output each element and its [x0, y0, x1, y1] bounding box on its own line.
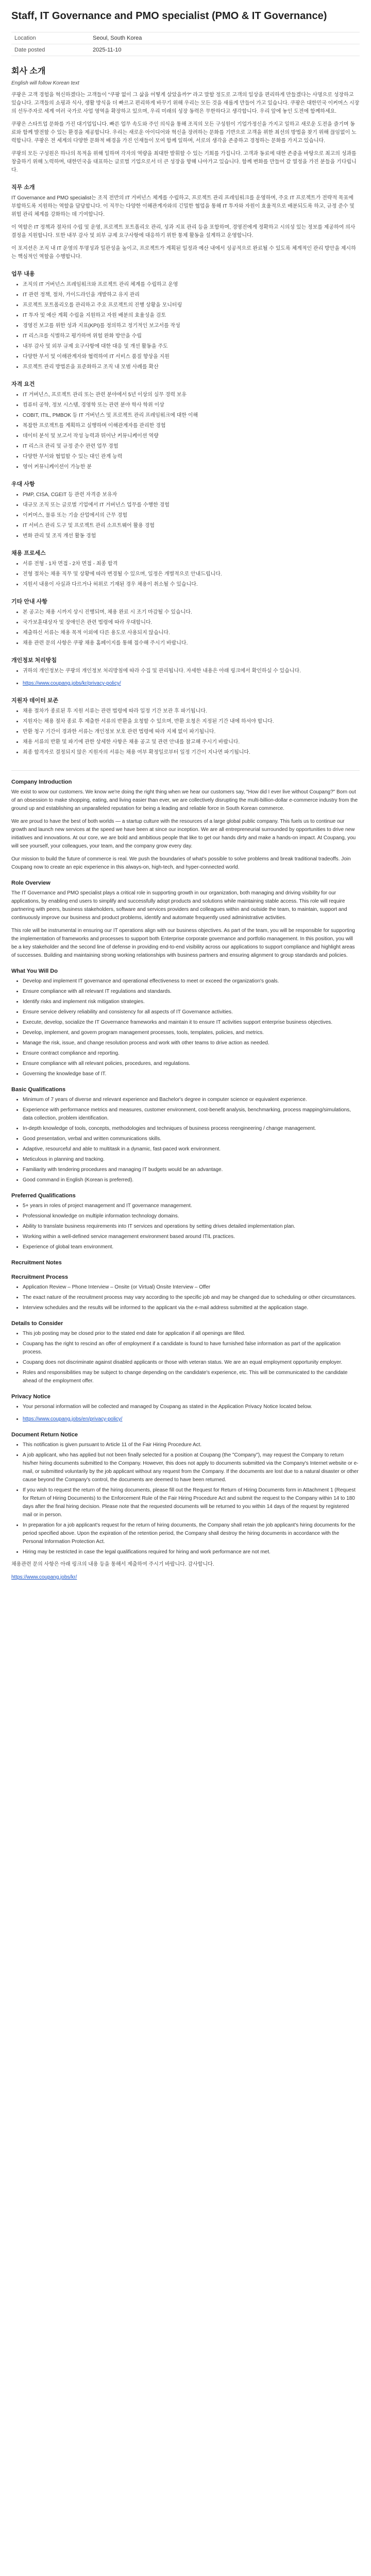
- kr-process-list: [11, 560, 360, 589]
- kr-qual-title: 자격 요건: [11, 381, 35, 387]
- en-privacy-link[interactable]: https://www.coupang.jobs/en/privacy-policy/: [23, 1416, 123, 1422]
- list-item: • 전형 절차는 채용 직무 및 상황에 따라 변경될 수 있으며, 일정은 개별적으로 안내드립니다.: [23, 570, 360, 579]
- list-item: • 영어 커뮤니케이션이 가능한 분: [23, 463, 360, 471]
- list-item: • 제출하신 서류는 채용 목적 이외에 다른 용도로 사용되지 않습니다.: [23, 629, 360, 637]
- korean-section: [11, 64, 360, 757]
- list-item: • IT 거버넌스, 프로젝트 관리 또는 관련 분야에서 5년 이상의 실무 경력 보유: [23, 391, 360, 399]
- korean-heading: 회사 소개: [11, 67, 46, 76]
- en-privacy-link-list: [11, 1415, 360, 1423]
- list-item: • Meticulous in planning and tracking.: [23, 1156, 360, 1164]
- en-privacy-list: [11, 1403, 360, 1411]
- list-item: • 최종 합격자로 결정되지 않은 지원자의 서류는 채용 여부 확정일로부터 일정 기간이 지나면 파기됩니다.: [23, 749, 360, 757]
- list-item: • Good presentation, verbal and written communications skills.: [23, 1135, 360, 1143]
- paragraph: This role will be instrumental in ensuring our IT operations align with our business objectives. As part of the team, you will be responsible for supporting the implementation of frameworks and processes to support both Enterprise corporate governance and portfolio management. In this position, you will be a key stakeholder and the second line of defense in providing end-to-end visibility across our applications to support compliance and highlight areas of successes. Building and maintaining strong working relationships with business partners and ensuring alignment to group standards and policies.: [11, 928, 355, 958]
- paragraph: 쿠팡은 스타트업 문화를 가진 대기업입니다. 빠른 업무 속도와 주인 의식을 통해 조직의 모든 구성원이 기업가정신을 가지고 일하고 새로운 도전을 즐기며 동료와 함께 발전할 수 있는 환경을 제공합니다. 우리는 새로운 아이디어와 혁신을 장려하는 문화를 기반으로 고객을 위한 최선의 방법을 찾기 위해 끊임없이 노력합니다. 쿠팡은 전 세계의 다양한 문화적 배경을 가진 인재들이 모여 함께 일하며, 서로의 생각을 존중하고 경청하는 문화를 가지고 있습니다.: [11, 122, 357, 144]
- en-privacy-link-item: [23, 1415, 360, 1423]
- list-item: • COBIT, ITIL, PMBOK 등 IT 거버넌스 및 프로젝트 관리 프레임워크에 대한 이해: [23, 412, 360, 420]
- closing-link-row: [11, 1573, 360, 1582]
- list-item: • 지원서 내용이 사실과 다르거나 허위로 기재된 경우 채용이 취소될 수 있습니다.: [23, 581, 360, 589]
- list-item: • 채용 관련 문의 사항은 쿠팡 채용 홈페이지를 통해 접수해 주시기 바랍니다.: [23, 639, 360, 648]
- list-item: • 본 공고는 채용 시까지 상시 진행되며, 채용 완료 시 조기 마감될 수 있습니다.: [23, 608, 360, 617]
- paragraph: The IT Governance and PMO specialist plays a critical role in supporting growth in our organization, both managing and driving visibility for our applications, by enabling end users to simplify and successfully adopt products and solutions while maintaining stable access. This role will require partnering with peers, business stakeholders, software and services providers and colleagues within and outside the team, to maintain, support and continuously improve our business and product problems, identify and automate frequently used administrative activities.: [11, 890, 347, 921]
- kr-privacy-title: 개인정보 처리방침: [11, 657, 57, 664]
- meta-value: 2025-11-10: [90, 44, 360, 56]
- list-item: • 내부 감사 및 외부 규제 요구사항에 대한 대응 및 개선 활동을 주도: [23, 343, 360, 351]
- list-item: • 귀하의 개인정보는 쿠팡의 개인정보 처리방침에 따라 수집 및 관리됩니다. 자세한 내용은 아래 링크에서 확인하실 수 있습니다.: [23, 667, 360, 675]
- kr-privacy-list: [11, 667, 360, 675]
- list-item: • 5+ years in roles of project management and IT governance management.: [23, 1202, 360, 1210]
- list-item: • This notification is given pursuant to Article 11 of the Fair Hiring Procedure Act.: [23, 1441, 360, 1449]
- en-responsibilities-list: [11, 977, 360, 1078]
- list-item: • Identify risks and implement risk mitigation strategies.: [23, 998, 360, 1006]
- paragraph: 쿠팡의 모든 구성원은 하나의 목적을 위해 일하며 각자의 역량을 최대한 발휘할 수 있는 기회를 가집니다. 고객과 동료에 대한 존중을 바탕으로 최고의 성과를 창출하기 위해 노력하며, 대한민국을 대표하는 글로벌 기업으로서 더 큰 성장을 향해 나아가고 있습니다. 함께 변화를 만들어 갈 열정을 가진 분들을 기다립니다.: [11, 151, 357, 173]
- list-item: • IT 리스크를 식별하고 평가하며 위험 완화 방안을 수립: [23, 332, 360, 341]
- en-role: [11, 889, 360, 960]
- en-returns-title: Document Return Notice: [11, 1432, 78, 1438]
- list-item: • IT 투자 및 예산 계획 수립을 지원하고 자원 배분의 효율성을 검토: [23, 312, 360, 320]
- paragraph: We are proud to have the best of both worlds — a startup culture with the resources of a large global public company. This fuels us to continue our growth and launch new services at the speed we have been at since our inception. We are all entrepreneurial surrounded by opportunities to drive new initiatives and innovations. At our core, we are bold and ambitious people that like to get our hands dirty and make a hands-on impact. At Coupang, you will see yourself, your colleagues, your team, and the company grow every day.: [11, 819, 356, 849]
- en-details-list: [11, 1330, 360, 1385]
- list-item: • 컴퓨터 공학, 정보 시스템, 경영학 또는 관련 분야 학사 학위 이상: [23, 401, 360, 410]
- list-item: • Adaptive, resourceful and able to multitask in a dynamic, fast-paced work environment.: [23, 1145, 360, 1154]
- list-item: • 국가보훈대상자 및 장애인은 관련 법령에 따라 우대합니다.: [23, 619, 360, 627]
- en-privacy-title: Privacy Notice: [11, 1394, 50, 1400]
- list-item: • 변화 관리 및 조직 개선 활동 경험: [23, 532, 360, 540]
- paragraph: We exist to wow our customers. We know we're doing the right thing when we hear our customers say, "How did I ever live without Coupang?" Born out of an obsession to make shopping, eating, and living easier than ever, we are collectively disrupting the multi-billion-dollar e-commerce industry from the ground up and establishing an unparalleled reputation for being a leading and reliable force in South Korean commerce.: [11, 789, 358, 811]
- kr-privacy-link-item: [23, 680, 360, 688]
- list-item: • This job posting may be closed prior to the stated end date for application if all openings are filled.: [23, 1330, 360, 1338]
- list-item: • 다양한 부서 및 이해관계자와 협력하여 IT 서비스 품질 향상을 지원: [23, 353, 360, 361]
- list-item: • Ensure service delivery reliability and consistency for all aspects of IT Governance activities.: [23, 1008, 360, 1016]
- list-item: • Governing the knowledge base of IT.: [23, 1070, 360, 1078]
- list-item: • 데이터 분석 및 보고서 작성 능력과 뛰어난 커뮤니케이션 역량: [23, 432, 360, 440]
- list-item: • Coupang has the right to rescind an offer of employment if a candidate is found to have furnished false information as part of the application process.: [23, 1340, 360, 1357]
- list-item: • A job applicant, who has applied but not been finally selected for a position at Coupang (the "Company"), may request the Company to return his/her hiring documents submitted to the Company. However, this does not apply to documents submitted via the Company's Internet website or e-mail, or submitted voluntarily by the job applicant without any request from the Company. If the documents are lost due to a natural disaster or other cause beyond the Company's control, the documents are deemed to have been returned.: [23, 1451, 360, 1484]
- list-item: • Professional knowledge on multiple information technology domains.: [23, 1212, 360, 1221]
- list-item: • 프로젝트 관리 방법론을 표준화하고 조직 내 모범 사례를 확산: [23, 363, 360, 371]
- en-basic-title: Basic Qualifications: [11, 1087, 66, 1093]
- list-item: • Minimum of 7 years of diverse and relevant experience and Bachelor's degree in computer science or equivalent experience.: [23, 1096, 360, 1104]
- en-recruit-title: Recruitment Notes: [11, 1260, 62, 1266]
- kr-privacy-link-list: [11, 680, 360, 688]
- list-item: • 경영진 보고를 위한 성과 지표(KPI)를 정의하고 정기적인 보고서를 작성: [23, 322, 360, 330]
- kr-pref-title: 우대 사항: [11, 481, 35, 487]
- list-item: • In-depth knowledge of tools, concepts, methodologies and techniques of business process reengineering / change management.: [23, 1125, 360, 1133]
- paragraph: 이 포지션은 조직 내 IT 운영의 투명성과 일관성을 높이고, 프로젝트가 계획된 일정과 예산 내에서 성공적으로 완료될 수 있도록 체계적인 관리 방안을 제시하는 핵심적인 역할을 수행합니다.: [11, 246, 356, 260]
- kr-notice-list: [11, 608, 360, 648]
- en-company: [11, 788, 360, 872]
- en-pref-title: Preferred Qualifications: [11, 1193, 76, 1199]
- list-item: • Ability to translate business requirements into IT services and operations by setting drives detailed implementation plan.: [23, 1223, 360, 1231]
- closing-link[interactable]: https://www.coupang.jobs/kr/: [11, 1574, 77, 1580]
- meta-value: Seoul, South Korea: [90, 32, 360, 44]
- list-item: • 이커머스, 물류 또는 기술 산업에서의 근무 경험: [23, 512, 360, 520]
- en-basic-list: [11, 1096, 360, 1184]
- kr-privacy-link[interactable]: https://www.coupang.jobs/kr/privacy-policy/: [23, 681, 121, 686]
- kr-responsibilities-list: [11, 281, 360, 371]
- kr-process-title: 채용 프로세스: [11, 550, 46, 556]
- list-item: • Familiarity with tendering procedures and managing IT budgets would be an advantage.: [23, 1166, 360, 1174]
- kr-data-list: [11, 707, 360, 757]
- kr-data-title: 지원자 데이터 보존: [11, 698, 59, 704]
- list-item: • 반환 청구 기간이 경과한 서류는 개인정보 보호 관련 법령에 따라 지체 없이 파기됩니다.: [23, 728, 360, 736]
- job-title: Staff, IT Governance and PMO specialist (PMO & IT Governance): [11, 10, 327, 22]
- kr-role-title: 직무 소개: [11, 184, 35, 191]
- korean-intro: [11, 91, 360, 175]
- list-item: • 복잡한 프로젝트를 계획하고 실행하며 이해관계자를 관리한 경험: [23, 422, 360, 430]
- paragraph: Our mission to build the future of commerce is real. We push the boundaries of what's possible to solve problems and break traditional tradeoffs. Join Coupang now to create an epic experience in this always-on, high-tech, and hyper-connected world.: [11, 856, 351, 870]
- list-item: • Execute, develop, socialize the IT Governance frameworks and maintain it to ensure IT activities support enterprise business objectives.: [23, 1019, 360, 1027]
- paragraph: 이 역할은 IT 정책과 절차의 수립 및 운영, 프로젝트 포트폴리오 관리, 성과 지표 관리 등을 포함하며, 경영진에게 정확하고 시의성 있는 정보를 제공하여 의사결정을 지원합니다. 또한 내부 감사 및 외부 규제 요구사항에 대응하기 위한 통제 활동을 설계하고 운영합니다.: [11, 225, 356, 239]
- list-item: • 서류 전형 - 1차 면접 - 2차 면접 - 최종 합격: [23, 560, 360, 568]
- closing-text: 채용관련 문의 사항은 아래 링크의 내용 등을 통해서 제출하여 주시기 바랍니다. 감사합니다.: [11, 1562, 214, 1567]
- english-section: [11, 779, 360, 1582]
- en-role-title: Role Overview: [11, 880, 50, 886]
- meta-row: [11, 44, 360, 56]
- meta-key: Date posted: [11, 44, 90, 56]
- list-item: • Interview schedules and the results will be informed to the applicant via the e-mail address submitted at the application stage.: [23, 1304, 360, 1312]
- list-item: • Your personal information will be collected and managed by Coupang as stated in the Application Privacy Notice located below.: [23, 1403, 360, 1411]
- list-item: • Good command in English (Korean is preferred).: [23, 1176, 360, 1184]
- list-item: • Ensure compliance with all relevant policies, procedures, and regulations.: [23, 1060, 360, 1068]
- list-item: • Manage the risk, issue, and change resolution process and work with other teams to drive action as needed.: [23, 1039, 360, 1047]
- kr-preferred-list: [11, 491, 360, 540]
- list-item: • Application Review – Phone Interview – Onsite (or Virtual) Onsite Interview – Offer: [23, 1283, 360, 1292]
- list-item: • 조직의 IT 거버넌스 프레임워크와 프로젝트 관리 체계를 수립하고 운영: [23, 281, 360, 289]
- list-item: • The exact nature of the recruitment process may vary according to the specific job and may be changed due to scheduling or other circumstances.: [23, 1294, 360, 1302]
- list-item: • 대규모 조직 또는 글로벌 기업에서 IT 거버넌스 업무를 수행한 경험: [23, 501, 360, 510]
- kr-resp-title: 업무 내용: [11, 271, 35, 277]
- language-note: English will follow Korean text: [11, 80, 79, 86]
- list-item: • Hiring may be restricted in case the legal qualifications required for hiring and work performance are not met.: [23, 1548, 360, 1556]
- list-item: • In preparation for a job applicant's request for the return of hiring documents, the Company shall retain the job applicant's hiring documents for the period specified above. Upon the expiration of the retention period, the Company shall destroy the hiring documents in accordance with the Personal Information Protection Act.: [23, 1521, 360, 1546]
- list-item: • 채용 서류의 반환 및 파기에 관한 상세한 사항은 채용 공고 및 관련 안내를 참고해 주시기 바랍니다.: [23, 738, 360, 747]
- meta-key: Location: [11, 32, 90, 44]
- list-item: • 지원자는 채용 절차 종료 후 제출한 서류의 반환을 요청할 수 있으며, 반환 요청은 지정된 기간 내에 하셔야 합니다.: [23, 718, 360, 726]
- list-item: • Experience of global team environment.: [23, 1243, 360, 1251]
- en-company-title: Company Introduction: [11, 779, 72, 785]
- kr-qualifications-list: [11, 391, 360, 471]
- kr-role: [11, 194, 360, 261]
- list-item: • Develop and implement IT governance and operational effectiveness to meet or exceed the organization's goals.: [23, 977, 360, 986]
- meta-row: [11, 32, 360, 44]
- en-returns-list: [11, 1441, 360, 1556]
- en-recruit-list: [11, 1283, 360, 1312]
- list-item: • If you wish to request the return of the hiring documents, please fill out the Request for Return of Hiring Documents form in Attachment 1 (Request for Return of Hiring Documents) to the Enforcement Rule of the Fair Hiring Procedure Act and submit the request to the Company within 14 to 180 days after the final hiring decision. Please note that the requested documents will be returned to you within 14 days of the request by registered mail or in person.: [23, 1486, 360, 1519]
- list-item: • Develop, implement, and govern program management processes, tools, templates, policies, and metrics.: [23, 1029, 360, 1037]
- list-item: • Roles and responsibilities may be subject to change depending on the candidate's experience, etc. This will be communicated to the candidate ahead of the employment offer.: [23, 1369, 360, 1385]
- list-item: • 채용 절차가 종료된 후 지원 서류는 관련 법령에 따라 일정 기간 보관 후 파기됩니다.: [23, 707, 360, 716]
- en-details-title: Details to Consider: [11, 1320, 63, 1327]
- paragraph: 쿠팡은 고객 경험을 혁신하겠다는 고객들이 "쿠팡 없이 그 삶을 어떻게 살았을까?" 라고 말할 정도로 고객의 일상을 편리하게 만들겠다는 사명으로 성장하고 있습니다. 고객들의 쇼핑과 식사, 생활 방식을 더 빠르고 편리하게 바꾸기 위해 우리는 모든 것을 새롭게 만들어 가고 있습니다. 쿠팡은 대한민국 이커머스 시장의 선두주자로 세계 여러 국가로 사업 영역을 확장하고 있으며, 우리 미래의 성장 동력은 무한하다고 생각합니다. 우리 앞에 놓인 도전에 함께하세요.: [11, 92, 360, 114]
- list-item: • 다양한 부서와 협업할 수 있는 대인 관계 능력: [23, 453, 360, 461]
- list-item: • IT 관련 정책, 절차, 가이드라인을 개발하고 유지 관리: [23, 291, 360, 299]
- en-resp-title: What You Will Do: [11, 968, 58, 974]
- en-preferred-list: [11, 1202, 360, 1251]
- list-item: • IT 리스크 관리 및 규정 준수 관련 업무 경험: [23, 443, 360, 451]
- section-divider: [11, 770, 360, 771]
- list-item: • Ensure compliance with all relevant IT regulations and standards.: [23, 988, 360, 996]
- job-meta-table: [11, 32, 360, 56]
- list-item: • Coupang does not discriminate against disabled applicants or those with veteran status. We are an equal employment opportunity employer.: [23, 1359, 360, 1367]
- kr-notice-title: 기타 안내 사항: [11, 599, 47, 605]
- en-recruit-sub: Recruitment Process: [11, 1274, 69, 1280]
- paragraph: IT Governance and PMO specialist는 조직 전반의 IT 거버넌스 체계를 수립하고, 프로젝트 관리 프레임워크를 운영하며, 주요 IT 프로젝트가 전략적 목표에 부합하도록 지원하는 역할을 담당합니다. 이 직무는 다양한 이해관계자와의 긴밀한 협업을 통해 IT 투자와 자원이 효율적으로 배분되도록 하고, 규정 준수 및 위험 관리 체계를 강화하는 데 기여합니다.: [11, 195, 355, 217]
- list-item: • Experience with performance metrics and measures, customer environment, cost-benefit analysis, benchmarking, process mapping/simulations, data collection, problem identification.: [23, 1106, 360, 1123]
- list-item: • Working within a well-defined service management environment based around ITIL practices.: [23, 1233, 360, 1241]
- list-item: • Ensure contract compliance and reporting.: [23, 1049, 360, 1058]
- list-item: • 프로젝트 포트폴리오를 관리하고 주요 프로젝트의 진행 상황을 모니터링: [23, 301, 360, 310]
- list-item: • IT 서비스 관리 도구 및 프로젝트 관리 소프트웨어 활용 경험: [23, 522, 360, 530]
- list-item: • PMP, CISA, CGEIT 등 관련 자격증 보유자: [23, 491, 360, 499]
